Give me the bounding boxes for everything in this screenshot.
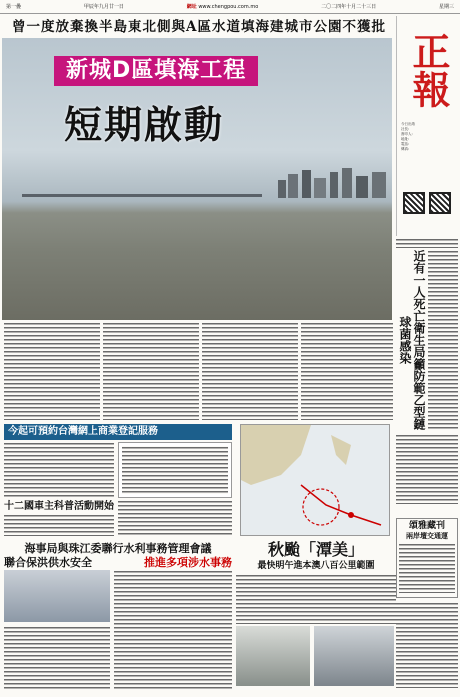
issue-date: 二〇二四年十月二十三日 <box>321 4 377 10</box>
top-bar <box>0 0 460 14</box>
banner-body-col2 <box>118 500 232 536</box>
typhoon-headline: 秋颱「潭美」 <box>267 540 364 559</box>
sub-story-title: 十二國車主科普活動開始 <box>4 501 114 512</box>
lead-kicker: 新城D區填海工程 <box>54 56 258 86</box>
qr-code-icon[interactable] <box>403 192 425 214</box>
advert-subtitle: 兩岸壇交通運 <box>406 532 448 540</box>
sub-story-body <box>4 514 114 536</box>
banner-body-col1 <box>4 442 114 498</box>
security-body-2 <box>4 626 110 690</box>
security-body <box>114 570 232 690</box>
lead-headline: 短期啟動 <box>64 102 225 147</box>
section-label: 第一疊 <box>6 4 22 10</box>
lead-body-col2 <box>103 322 199 420</box>
photo-street <box>314 626 394 686</box>
masthead-logo: 正報 <box>406 32 451 108</box>
side-story <box>396 238 458 508</box>
meeting-photo <box>4 570 110 622</box>
lunar-date: 甲辰年九月廿一日 <box>83 4 124 10</box>
advert-box[interactable] <box>396 518 458 598</box>
typhoon-track-map <box>240 424 390 536</box>
info-table <box>118 442 232 498</box>
lead-body-col4 <box>301 322 393 420</box>
side-story-headline: 近有一人死亡衛生局籲防範乙型鏈球菌感染 <box>398 250 426 430</box>
advert-title: 頌雅藏刊 <box>408 521 445 531</box>
typhoon-body <box>236 574 396 624</box>
lead-body-col1 <box>4 322 100 420</box>
security-headline-red: 推進多項涉水事務 <box>144 556 232 569</box>
map-graphic <box>241 425 389 535</box>
security-headline: 海事局與珠江委聯行水利事務管理會議 <box>24 542 212 555</box>
typhoon-subhead: 最快明午進本澳八百公里範圍 <box>257 561 375 571</box>
photo-exhibit <box>236 626 310 686</box>
bridge-silhouette <box>22 194 262 197</box>
side-body-bottom <box>396 602 458 688</box>
website-url[interactable]: 網址 www.chengpou.com.mo <box>186 4 259 10</box>
qr-code-icon[interactable] <box>429 192 451 214</box>
masthead-info: 今日出紙 社長: 督印人: 地址: 電話: 傳真: <box>401 122 415 151</box>
lead-photo <box>2 38 392 320</box>
city-skyline <box>272 166 392 198</box>
top-headline: 曾一度放棄換半島東北側與A區水道填海建城市公園不獲批 <box>12 19 386 35</box>
masthead <box>396 16 458 236</box>
weekday: 星期三 <box>438 4 454 10</box>
lead-body-col3 <box>202 322 298 420</box>
banner-headline: 今起可預約台灣網上商業登記服務 <box>4 424 232 440</box>
security-headline-2: 聯合保洪供水安全 <box>4 556 92 569</box>
